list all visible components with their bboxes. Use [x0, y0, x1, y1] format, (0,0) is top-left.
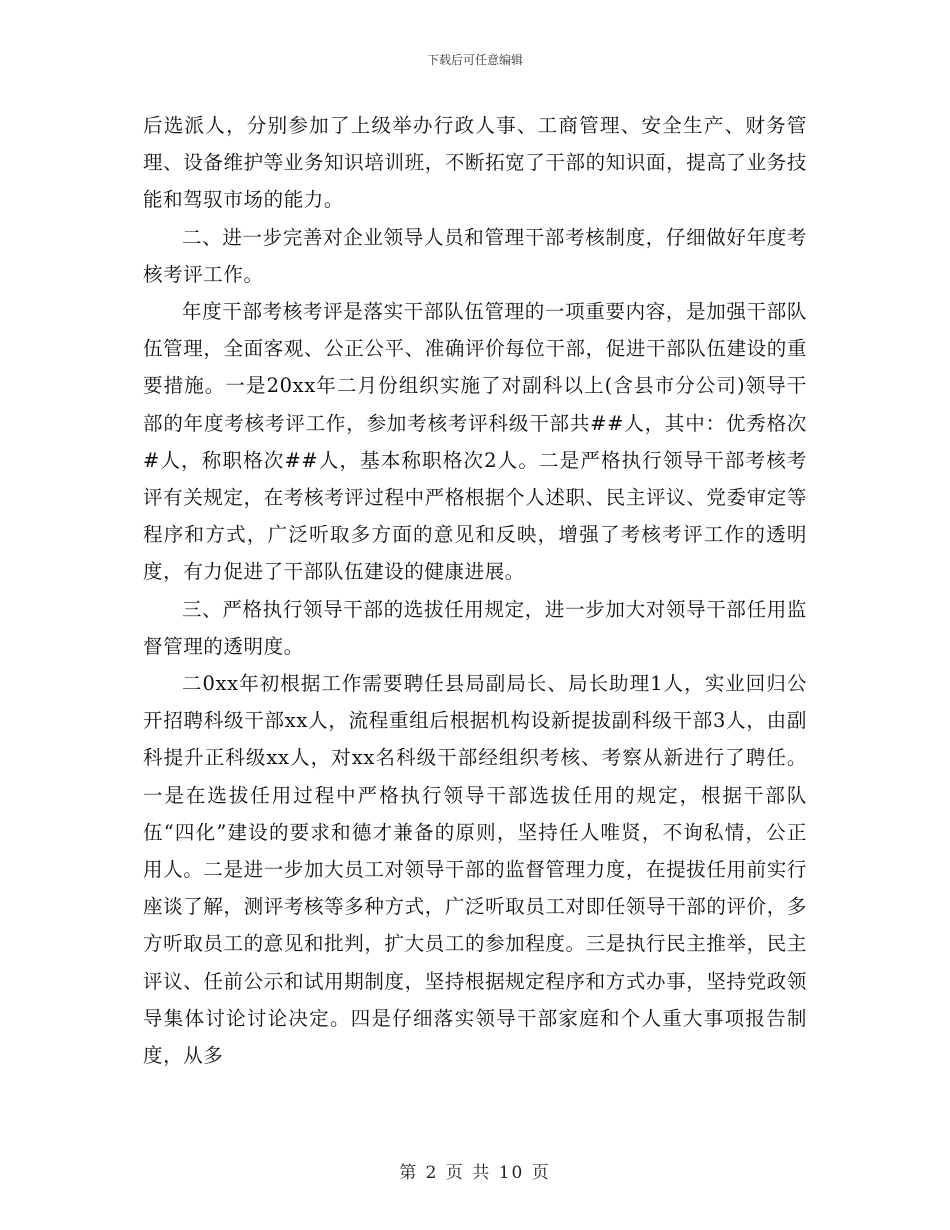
- page-footer: 第 2 页 共 10 页: [399, 1163, 551, 1183]
- page-header: 下载后可任意编辑: [426, 53, 523, 67]
- paragraph-1: 后选派人，分别参加了上级举办行政人事、工商管理、安全生产、财务管理、设备维护等业务知识培训班，不断拓宽了干部的知识面，提高了业务技能和驾驭市场的能力。: [143, 114, 807, 212]
- paragraph-3: 年度干部考核考评是落实干部队伍管理的一项重要内容，是加强干部队伍管理，全面客观、公正公平、准确评价每位干部，促进干部队伍建设的重要措施。一是20xx年二月份组织实施了对副科以上(含县市分公司)领导干部的年度考核考评工作，参加考核考评科级干部共##人，其中：优秀格次#人，称职格次##人，基本称职格次2人。二是严格执行领导干部考核考评有关规定，在考核考评过程中严格根据个人述职、民主评议、党委审定等程序和方式，广泛听取多方面的意见和反映，增强了考核考评工作的透明度，有力促进了干部队伍建设的健康进展。: [143, 300, 807, 584]
- paragraph-4-heading: 三、严格执行领导干部的选拔任用规定，进一步加大对领导干部任用监督管理的透明度。: [143, 597, 807, 658]
- paragraph-5: 二0xx年初根据工作需要聘任县局副局长、局长助理1人，实业回归公开招聘科级干部xx人，流程重组后根据机构设新提拔副科级干部3人，由副科提升正科级xx人，对xx名科级干部经组织考核、考察从新进行了聘任。一是在选拔任用过程中严格执行领导干部选拔任用的规定，根据干部队伍“四化”建设的要求和德才兼备的原则，坚持任人唯贤，不询私情，公正用人。二是进一步加大员工对领导干部的监督管理力度，在提拔任用前实行座谈了解，测评考核等多种方式，广泛听取员工对即任领导干部的评价，多方听取员工的意见和批判，扩大员工的参加程度。三是执行民主推举，民主评议、任前公示和试用期制度，坚持根据规定程序和方式办事，坚持党政领导集体讨论讨论决定。四是仔细落实领导干部家庭和个人重大事项报告制度，从多: [143, 672, 807, 1068]
- document-body: [143, 107, 807, 1074]
- paragraph-2-heading: 二、进一步完善对企业领导人员和管理干部考核制度，仔细做好年度考核考评工作。: [143, 225, 807, 286]
